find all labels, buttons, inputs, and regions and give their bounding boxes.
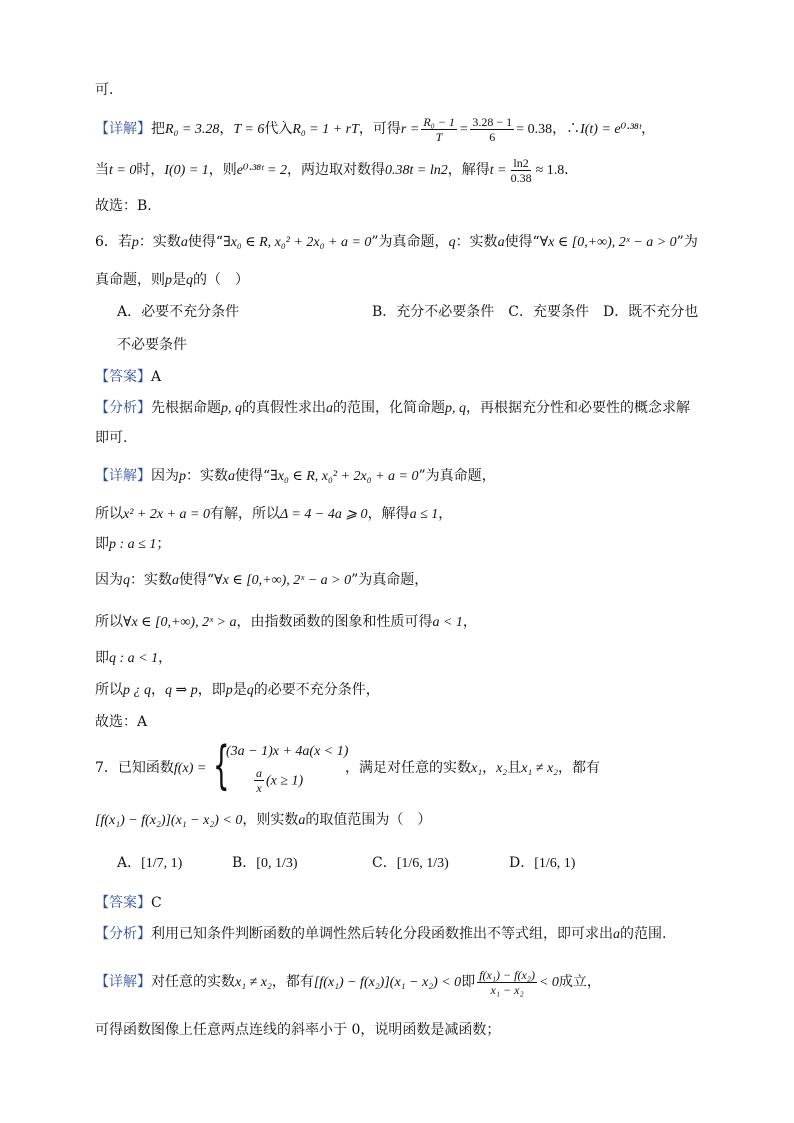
analysis-line: 【分析】利用已知条件判断函数的单调性然后转化分段函数推出不等式组，即可求出a的范围. xyxy=(95,926,667,942)
detail-line: 即q : a < 1， xyxy=(95,650,173,666)
answer-line: 【答案】A xyxy=(95,369,162,385)
detail-line: 当t = 0时，I(0) = 1，则e⁰·³⁸ᵗ = 2，两边取对数得0.38t = ln2，解得t = $\frac{\ln 2}{0.38}$ ≈ 1.8． xyxy=(95,155,579,185)
piecewise-case-2: $\frac{a}{x}$ (x ≥ 1) xyxy=(256,766,304,795)
detail-line: 所以p ¿ q，q ⇒ p，即p是q的必要不充分条件， xyxy=(95,682,380,698)
question-7-text: ，满足对任意的实数x₁，x₂且x₁ ≠ x₂，都有 xyxy=(345,760,601,776)
detail-line: 可得函数图像上任意两点连线的斜率小于 0，说明函数是减函数； xyxy=(95,1022,501,1038)
answer-line: 故选：A xyxy=(95,714,148,730)
option-c: C．[1/6, 1/3) xyxy=(372,855,449,871)
option-d: D．[1/6, 1) xyxy=(509,855,576,871)
detail-line: 所以x² + 2x + a = 0有解，所以Δ = 4 − 4a ⩾ 0，解得a ≤ 1， xyxy=(95,506,453,522)
detail-line: 因为q：实数a使得“∀x ∈ [0,+∞), 2ˣ − a > 0”为真命题， xyxy=(95,572,429,588)
question-6: 6．若p：实数a使得“∃x₀ ∈ R, x₀² + 2x₀ + a = 0”为真命题，q：实数a使得“∀x ∈ [0,+∞), 2ˣ − a > 0”为 xyxy=(95,234,698,250)
option-bcd: B．充分不必要条件 C．充要条件 D．既不充分也 xyxy=(372,304,699,320)
question-6-cont: 真命题，则p是q的（ ） xyxy=(95,272,249,288)
option-a: A．[1/7, 1) xyxy=(117,855,183,871)
option-b: B．[0, 1/3) xyxy=(232,855,298,871)
analysis-line: 【分析】先根据命题p, q的真假性求出a的范围，化简命题p, q，再根据充分性和必要性的概念求解 xyxy=(95,400,690,416)
analysis-cont: 即可. xyxy=(95,430,128,446)
detail-line: 【详解】对任意的实数x₁ ≠ x₂，都有[f(x₁) − f(x₂)](x₁ − x₂) < 0即 $\frac{\text{f(x₁) − f(x₂)}}{\text{x₁ − x₂}}$ < 0成立， xyxy=(95,967,601,997)
brace-icon: { xyxy=(213,736,230,796)
detail-line: 【详解】把R₀ = 3.28，T = 6代入R₀ = 1 + rT，可得r = $\frac{\text{R₀ − 1}}{T}$ = $\frac{3.28 - 1}{6}$ = 0.38，∴I(t) = e⁰·³⁸ᵗ， xyxy=(95,114,656,144)
answer-line: 故选：B. xyxy=(95,198,152,214)
question-7-cont: [f(x₁) − f(x₂)](x₁ − x₂) < 0，则实数a的取值范围为（ ） xyxy=(95,812,432,828)
option-a: A．必要不充分条件 xyxy=(117,304,240,320)
answer-line: 【答案】C xyxy=(95,895,162,911)
detail-tag: 【详解】 xyxy=(95,121,151,137)
detail-line: 【详解】因为p：实数a使得“∃x₀ ∈ R, x₀² + 2x₀ + a = 0”为真命题， xyxy=(95,468,496,484)
detail-line: 所以∀x ∈ [0,+∞), 2ˣ > a，由指数函数的图象和性质可得a < 1， xyxy=(95,614,477,630)
text-line: 可． xyxy=(95,82,123,98)
detail-line: 即p : a ≤ 1； xyxy=(95,536,171,552)
piecewise-case-1: (3a − 1)x + 4a(x < 1) xyxy=(226,744,349,759)
option-d-cont: 不必要条件 xyxy=(117,337,187,353)
question-7: 7．已知函数f(x) = xyxy=(95,760,207,776)
